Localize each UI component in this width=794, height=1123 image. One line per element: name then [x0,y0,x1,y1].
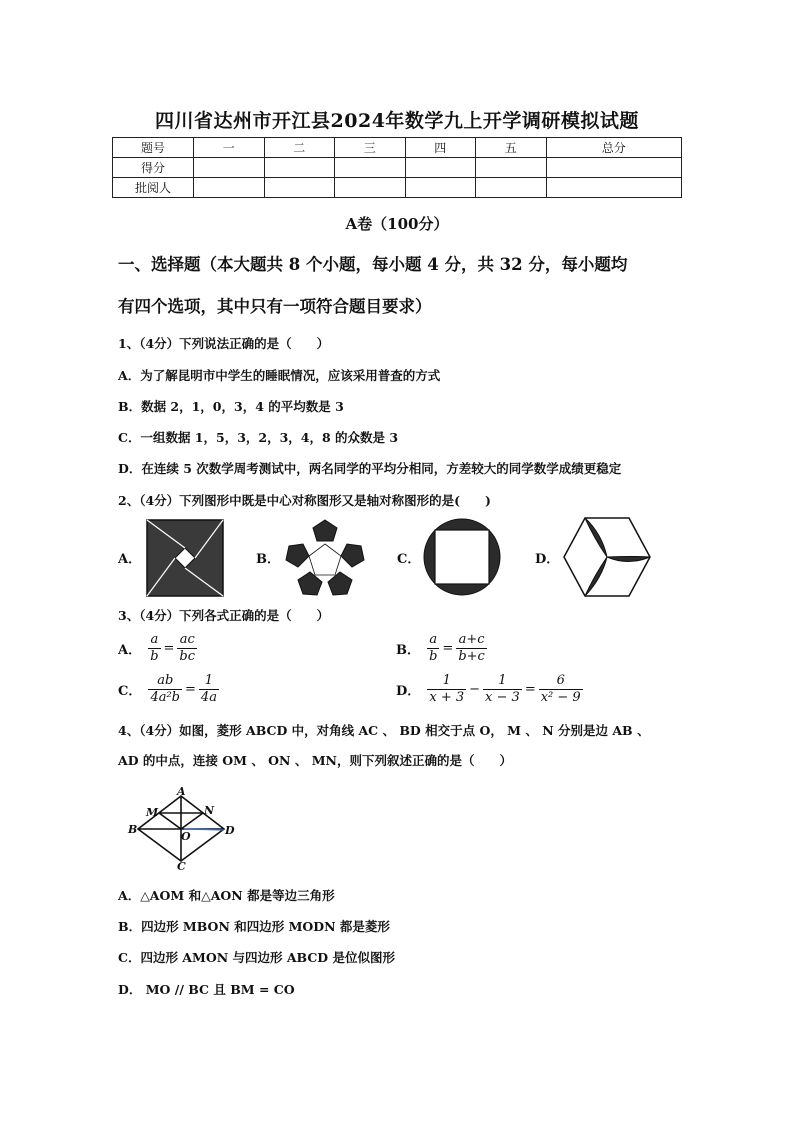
q4-option-b[interactable]: B．四边形 MBON 和四边形 MODN 都是菱形 [118,919,390,934]
fraction [148,632,160,665]
score-table [112,137,682,198]
q3-option-b[interactable] [396,632,489,665]
q3-option-c[interactable] [118,673,221,706]
denominator: b+c [458,649,485,664]
q4-option-a[interactable]: A．△AOM 和△AON 都是等边三角形 [118,888,335,903]
score-cell[interactable] [476,178,547,198]
score-cell[interactable] [194,158,265,178]
score-cell[interactable] [546,158,682,178]
q3-label-c: C． [118,684,142,699]
denominator: 4a [200,690,217,705]
denominator: b [150,649,159,664]
score-header-cell: 五 [476,138,547,158]
denominator: 4a²b [150,690,181,705]
q1-option-d[interactable]: D．在连续 5 次数学周考测试中，两名同学的平均分相同，方差较大的同学数学成绩更稳定 [118,461,622,476]
denominator: x² − 9 [540,690,581,705]
q3-option-a[interactable] [118,632,199,665]
q2-stem: 2、（4分）下列图形中既是中心对称图形又是轴对称图形的是( ) [118,493,491,508]
q2-label-c[interactable]: C． [397,552,421,567]
label-n: N [204,804,215,817]
denominator: x + 3 [429,690,465,705]
fraction [427,632,439,665]
score-row [113,158,682,178]
score-table-header-row [113,138,682,158]
score-cell[interactable] [405,158,476,178]
q1-option-c[interactable]: C．一组数据 1，5，3，2，3，4，8 的众数是 3 [118,430,399,445]
label-d: D [225,824,235,837]
fraction [177,632,197,665]
q3-label-d: D． [396,684,421,699]
numerator: 1 [427,673,466,690]
q2-label-d[interactable]: D． [535,552,560,567]
score-header-cell: 三 [335,138,406,158]
label-a: A [177,786,186,798]
q1-stem: 1、（4分）下列说法正确的是（ ） [118,336,330,351]
score-cell[interactable] [335,158,406,178]
score-header-cell: 题号 [113,138,194,158]
numerator: a [148,632,160,649]
q4-stem-line1: 4、（4分）如图，菱形 ABCD 中，对角线 AC 、 BD 相交于点 O， M 、 N 分别是边 AB 、 [118,723,650,738]
numerator: a+c [456,632,487,649]
equals-sign: = [185,682,196,697]
score-cell[interactable] [405,178,476,198]
fraction [427,673,466,706]
numerator: ac [177,632,197,649]
equals-sign: = [163,641,175,656]
denominator: bc [179,649,196,664]
numerator: a [427,632,439,649]
score-header-cell: 四 [405,138,476,158]
score-row-label: 得分 [113,158,194,178]
page-title: 四川省达州市开江县2024年数学九上开学调研模拟试题 [155,110,639,132]
hexagon-leaves-figure[interactable] [562,516,652,598]
rhombus-figure [124,786,244,872]
pinwheel-square-figure[interactable] [146,519,224,597]
numerator: 1 [483,673,522,690]
q3-label-b: B． [396,643,420,658]
label-b: B [128,823,138,836]
q2-label-b[interactable]: B． [256,552,280,567]
numerator: 1 [199,673,219,690]
minus-sign: − [469,682,481,697]
score-cell[interactable] [546,178,682,198]
reviewer-row-label: 批阅人 [113,178,194,198]
label-m: M [146,806,159,819]
q3-option-d[interactable] [396,673,585,706]
score-cell[interactable] [194,178,265,198]
q4-stem-line2: AD 的中点，连接 OM 、 ON 、 MN，则下列叙述正确的是（ ） [118,753,512,768]
score-cell[interactable] [264,178,335,198]
circle-square-figure[interactable] [422,517,502,597]
fraction [483,673,522,706]
numerator: 6 [539,673,583,690]
q3-label-a: A． [118,643,142,658]
part1-heading-line2: 有四个选项，其中只有一项符合题目要求） [118,297,432,316]
equals-sign: = [442,641,454,656]
q3-stem: 3、（4分）下列各式正确的是（ ） [118,608,330,623]
score-cell[interactable] [264,158,335,178]
denominator: x − 3 [485,690,520,705]
equals-sign: = [524,682,536,697]
label-o: O [181,830,191,843]
denominator: b [429,649,438,664]
part1-heading-line1: 一、选择题（本大题共 8 个小题，每小题 4 分，共 32 分，每小题均 [118,255,628,274]
score-header-cell: 二 [264,138,335,158]
fraction [148,673,182,706]
score-cell[interactable] [476,158,547,178]
score-header-cell: 总分 [546,138,682,158]
fraction [456,632,487,665]
q1-option-b[interactable]: B．数据 2，1，0，3，4 的平均数是 3 [118,399,344,414]
q1-option-a[interactable]: A．为了解昆明市中学生的睡眠情况，应该采用普查的方式 [118,368,441,383]
fraction [199,673,219,706]
pentagon-flower-figure[interactable] [282,518,368,598]
numerator: ab [148,673,182,690]
fraction [539,673,583,706]
score-cell[interactable] [335,178,406,198]
q4-option-c[interactable]: C．四边形 AMON 与四边形 ABCD 是位似图形 [118,950,395,965]
label-c: C [177,860,186,872]
q4-option-d[interactable]: D． MO // BC 且 BM = CO [118,982,295,997]
section-a-title: A卷（100分） [345,215,449,233]
reviewer-row [113,178,682,198]
score-header-cell: 一 [194,138,265,158]
q2-label-a[interactable]: A． [118,552,142,567]
